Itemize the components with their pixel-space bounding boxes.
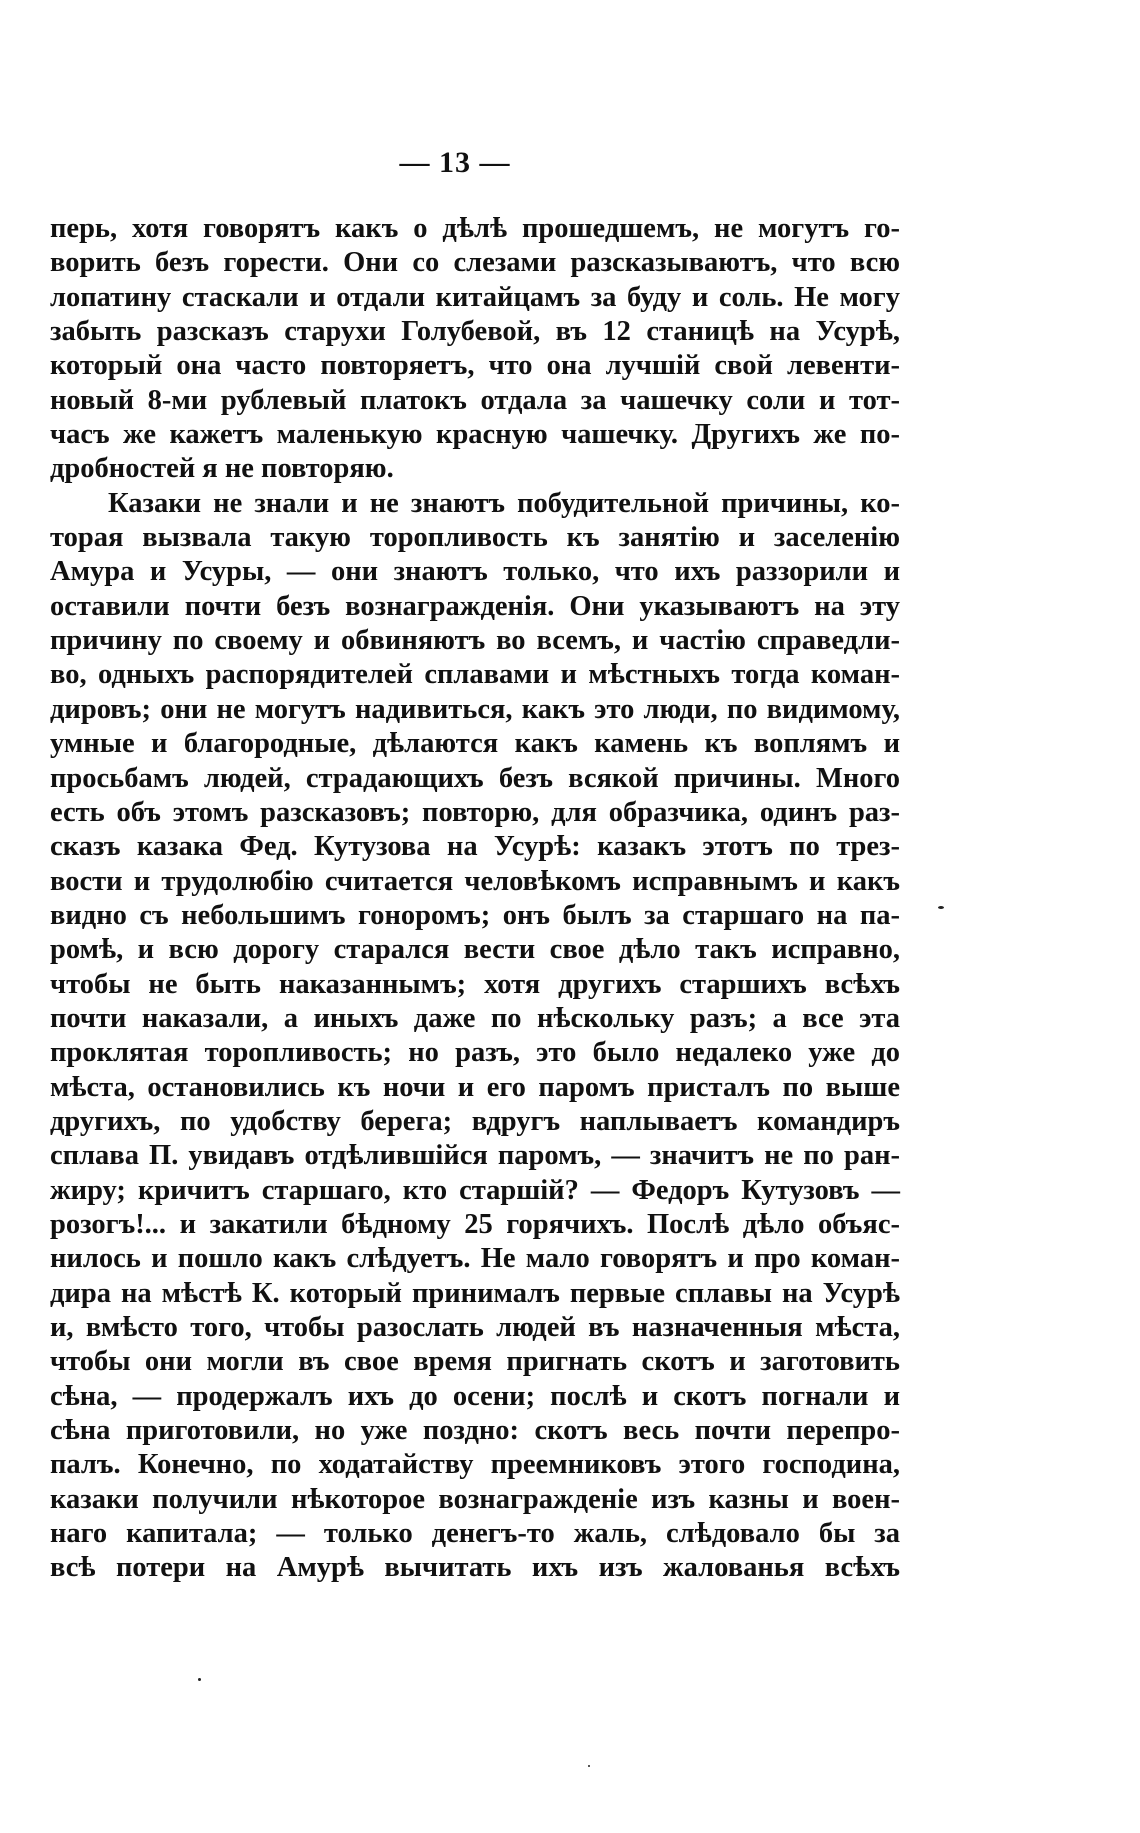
text-line: видно съ небольшимъ гоноромъ; онъ былъ за старшаго на па- bbox=[50, 899, 900, 931]
text-line: есть объ этомъ разсказовъ; повторю, для образчика, одинъ раз- bbox=[50, 796, 900, 828]
text-line: нилось и пошло какъ слѣдуетъ. Не мало говорятъ и про коман- bbox=[50, 1243, 900, 1275]
text-line: чтобы они могли въ свое время пригнать скотъ и заготовить bbox=[50, 1346, 900, 1378]
scan-speck bbox=[198, 1678, 201, 1681]
text-line: другихъ, по удобству берега; вдругъ наплываетъ командиръ bbox=[50, 1105, 900, 1137]
text-line: жиру; кричитъ старшаго, кто старшій? — Федоръ Кутузовъ — bbox=[50, 1174, 900, 1206]
text-line: чтобы не быть наказаннымъ; хотя другихъ старшихъ всѣхъ bbox=[50, 968, 900, 1000]
text-line: сѣна приготовили, но уже поздно: скотъ весь почти перепро- bbox=[50, 1415, 900, 1447]
text-line: мѣста, остановились къ ночи и его паромъ присталъ по выше bbox=[50, 1071, 900, 1103]
text-line: почти наказали, а иныхъ даже по нѣскольку разъ; а все эта bbox=[50, 1002, 900, 1034]
text-line: Казаки не знали и не знаютъ побудительной причины, ко- bbox=[108, 487, 900, 519]
text-line: ворить безъ горести. Они со слезами разсказываютъ, что всю bbox=[50, 247, 900, 279]
text-line: забыть разсказъ старухи Голубевой, въ 12 станицѣ на Усурѣ, bbox=[50, 316, 900, 348]
text-line: умные и благородные, дѣлаются какъ камень къ воплямъ и bbox=[50, 728, 900, 760]
body-text bbox=[50, 212, 900, 1586]
page-number: — 13 — bbox=[399, 146, 511, 179]
text-line: сѣна, — продержалъ ихъ до осени; послѣ и скотъ погнали и bbox=[50, 1380, 900, 1412]
text-line: ромѣ, и всю дорогу старался вести свое дѣло такъ исправно, bbox=[50, 934, 900, 966]
text-line: лопатину стаскали и отдали китайцамъ за буду и соль. Не могу bbox=[50, 281, 900, 313]
text-line: который она часто повторяетъ, что она лучшій свой левенти- bbox=[50, 350, 900, 382]
text-line: новый 8-ми рублевый платокъ отдала за чашечку соли и тот- bbox=[50, 384, 900, 416]
text-line: и, вмѣсто того, чтобы разослать людей въ назначенныя мѣста, bbox=[50, 1312, 900, 1343]
text-line: перь, хотя говорятъ какъ о дѣлѣ прошедшемъ, не могутъ го- bbox=[50, 213, 900, 244]
text-line: дробностей я не повторяю. bbox=[50, 453, 394, 485]
text-line: вости и трудолюбію считается человѣкомъ исправнымъ и какъ bbox=[50, 865, 900, 897]
text-line: казаки получили нѣкоторое вознагражденіе изъ казны и воен- bbox=[50, 1483, 900, 1515]
text-line: оставили почти безъ вознагражденія. Они указываютъ на эту bbox=[50, 590, 900, 622]
text-line: сказъ казака Фед. Кутузова на Усурѣ: казакъ этотъ по трез- bbox=[50, 831, 900, 863]
text-line: наго капитала; — только денегъ-то жаль, слѣдовало бы за bbox=[50, 1518, 900, 1550]
text-line: во, одныхъ распорядителей сплавами и мѣстныхъ тогда коман- bbox=[50, 659, 900, 691]
text-line: палъ. Конечно, по ходатайству преемниковъ этого господина, bbox=[50, 1449, 900, 1481]
text-line: торая вызвала такую торопливость къ занятію и заселенію bbox=[50, 522, 900, 554]
text-line: просьбамъ людей, страдающихъ безъ всякой причины. Много bbox=[50, 762, 900, 794]
text-line: сплава П. увидавъ отдѣлившійся паромъ, — значитъ не по ран- bbox=[50, 1140, 900, 1172]
text-line: всѣ потери на Амурѣ вычитать ихъ изъ жалованья всѣхъ bbox=[50, 1552, 900, 1584]
text-line: проклятая торопливость; но разъ, это было недалеко уже до bbox=[50, 1037, 900, 1069]
text-line: розогъ!... и закатили бѣдному 25 горячихъ. Послѣ дѣло объяс- bbox=[50, 1208, 900, 1240]
text-line: дира на мѣстѣ К. который принималъ первые сплавы на Усурѣ bbox=[50, 1277, 900, 1309]
text-line: Амура и Усуры, — они знаютъ только, что ихъ раззорили и bbox=[50, 556, 900, 588]
text-line: дировъ; они не могутъ надивиться, какъ это люди, по видимому, bbox=[50, 693, 900, 725]
text-line: причину по своему и обвиняютъ во всемъ, и частію справедли- bbox=[50, 625, 900, 657]
text-line: часъ же кажетъ маленькую красную чашечку. Другихъ же по- bbox=[50, 419, 900, 451]
scan-speck bbox=[588, 1765, 590, 1767]
scan-speck bbox=[938, 906, 944, 909]
